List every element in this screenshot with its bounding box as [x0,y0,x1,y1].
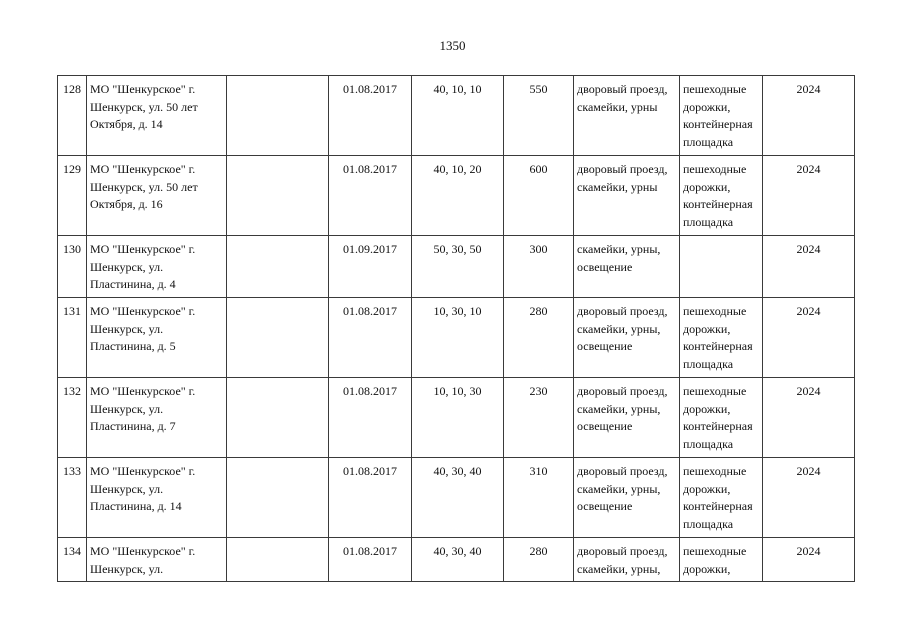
date-cell: 01.08.2017 [329,76,412,156]
works-cell: скамейки, урны, освещение [574,236,680,298]
year-cell: 2024 [763,538,855,582]
date-cell: 01.09.2017 [329,236,412,298]
works-cell: дворовый проезд, скамейки, урны [574,76,680,156]
table-row [58,378,855,458]
date-cell: 01.08.2017 [329,538,412,582]
area-cell: 310 [504,458,574,538]
works-cell: дворовый проезд, скамейки, урны [574,156,680,236]
dimensions-cell: 40, 10, 10 [412,76,504,156]
empty-cell [227,458,329,538]
area-cell: 550 [504,76,574,156]
table-row [58,298,855,378]
works-cell: дворовый проезд, скамейки, урны, освещение [574,298,680,378]
empty-cell [227,156,329,236]
row-number-cell: 128 [58,76,87,156]
row-number-cell: 132 [58,378,87,458]
courtyard-registry-table [57,75,855,582]
date-cell: 01.08.2017 [329,378,412,458]
dimensions-cell: 40, 30, 40 [412,538,504,582]
page-number: 1350 [439,38,466,53]
dimensions-cell: 40, 10, 20 [412,156,504,236]
area-cell: 300 [504,236,574,298]
works-cell: дворовый проезд, скамейки, урны, освещение [574,458,680,538]
area-cell: 280 [504,538,574,582]
works-cell: дворовый проезд, скамейки, урны, освещение [574,378,680,458]
additional-works-cell: пешеходные дорожки, контейнерная площадка [680,156,763,236]
row-number-cell: 131 [58,298,87,378]
table-row [58,236,855,298]
year-cell: 2024 [763,378,855,458]
additional-works-cell: пешеходные дорожки, [680,538,763,582]
empty-cell [227,298,329,378]
address-cell: МО "Шенкурское" г. Шенкурск, ул. 50 лет Октября, д. 14 [87,76,227,156]
date-cell: 01.08.2017 [329,156,412,236]
year-cell: 2024 [763,298,855,378]
address-cell: МО "Шенкурское" г. Шенкурск, ул. [87,538,227,582]
table-row [58,76,855,156]
works-cell: дворовый проезд, скамейки, урны, [574,538,680,582]
table-body [58,76,855,582]
year-cell: 2024 [763,76,855,156]
table-row [58,458,855,538]
additional-works-cell: пешеходные дорожки, контейнерная площадка [680,298,763,378]
address-cell: МО "Шенкурское" г. Шенкурск, ул. 50 лет Октября, д. 16 [87,156,227,236]
year-cell: 2024 [763,236,855,298]
row-number-cell: 133 [58,458,87,538]
area-cell: 230 [504,378,574,458]
additional-works-cell: пешеходные дорожки, контейнерная площадка [680,76,763,156]
date-cell: 01.08.2017 [329,298,412,378]
address-cell: МО "Шенкурское" г. Шенкурск, ул. Пластинина, д. 14 [87,458,227,538]
dimensions-cell: 40, 30, 40 [412,458,504,538]
dimensions-cell: 50, 30, 50 [412,236,504,298]
area-cell: 600 [504,156,574,236]
table-row [58,156,855,236]
year-cell: 2024 [763,458,855,538]
table-row [58,538,855,582]
area-cell: 280 [504,298,574,378]
address-cell: МО "Шенкурское" г. Шенкурск, ул. Пластинина, д. 4 [87,236,227,298]
row-number-cell: 134 [58,538,87,582]
address-cell: МО "Шенкурское" г. Шенкурск, ул. Пластинина, д. 7 [87,378,227,458]
additional-works-cell: пешеходные дорожки, контейнерная площадка [680,378,763,458]
dimensions-cell: 10, 30, 10 [412,298,504,378]
year-cell: 2024 [763,156,855,236]
dimensions-cell: 10, 10, 30 [412,378,504,458]
row-number-cell: 130 [58,236,87,298]
additional-works-cell: пешеходные дорожки, контейнерная площадка [680,458,763,538]
row-number-cell: 129 [58,156,87,236]
address-cell: МО "Шенкурское" г. Шенкурск, ул. Пластинина, д. 5 [87,298,227,378]
date-cell: 01.08.2017 [329,458,412,538]
empty-cell [227,378,329,458]
empty-cell [227,538,329,582]
additional-works-cell [680,236,763,298]
empty-cell [227,76,329,156]
empty-cell [227,236,329,298]
